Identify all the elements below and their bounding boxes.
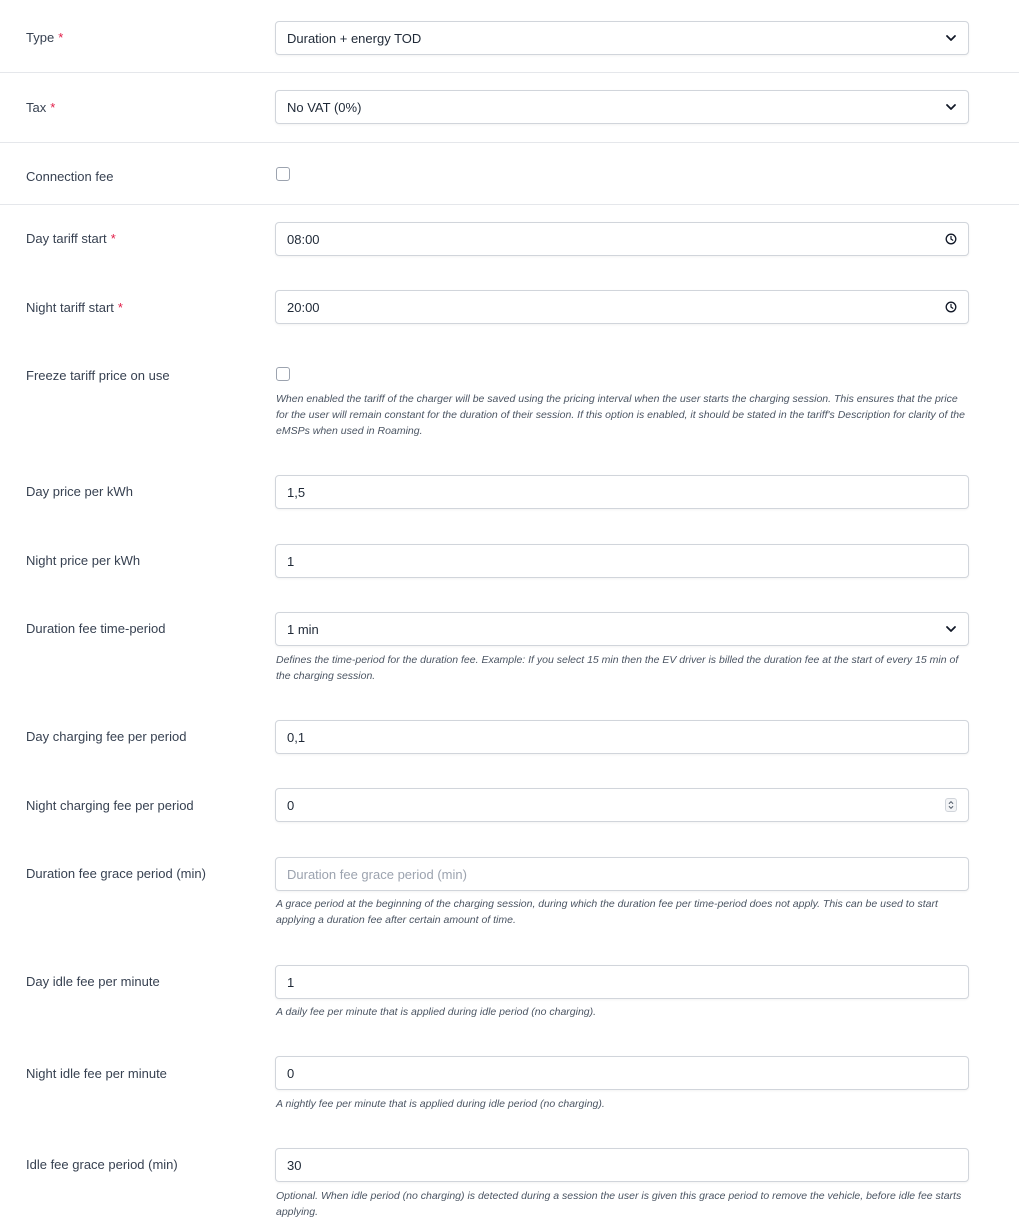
type-select[interactable]: [275, 21, 969, 55]
day-price-kwh-value: 1,5: [287, 484, 306, 500]
connection-fee-label: Connection fee: [26, 169, 114, 184]
day-tariff-start-value: 08:00: [287, 231, 320, 247]
day-idle-fee-label: Day idle fee per minute: [26, 974, 160, 989]
night-price-kwh-value: 1: [287, 553, 295, 569]
day-tariff-start-label: Day tariff start *: [26, 231, 116, 246]
day-charging-fee-value: 0,1: [287, 729, 306, 745]
night-idle-fee-value: 0: [287, 1065, 295, 1081]
night-idle-fee-label: Night idle fee per minute: [26, 1066, 167, 1081]
divider: [0, 142, 1019, 143]
duration-grace-placeholder: Duration fee grace period (min): [287, 866, 467, 882]
freeze-tariff-label: Freeze tariff price on use: [26, 368, 170, 383]
type-select-value: Duration + energy TOD: [287, 30, 422, 46]
day-charging-fee-label: Day charging fee per period: [26, 729, 187, 744]
chevron-down-icon: [945, 32, 957, 44]
day-tariff-start-input[interactable]: [275, 222, 969, 256]
day-idle-fee-input[interactable]: [275, 965, 969, 999]
idle-grace-input[interactable]: [275, 1148, 969, 1182]
divider: [0, 72, 1019, 73]
night-tariff-start-input[interactable]: [275, 290, 969, 324]
idle-grace-value: 30: [287, 1157, 302, 1173]
night-idle-fee-help: A nightly fee per minute that is applied during idle period (no charging).: [276, 1098, 605, 1110]
day-idle-fee-value: 1: [287, 974, 295, 990]
freeze-tariff-help: When enabled the tariff of the charger will be saved using the pricing interval when the user starts the charging session. This ensures that the price for the user will remain constant for the duration of their session. If this option is enabled, it should be stated in the tariff's Description for clarity of the eMSPs when used in Roaming.: [276, 393, 965, 437]
day-idle-fee-help: A daily fee per minute that is applied during idle period (no charging).: [276, 1006, 597, 1018]
chevron-down-icon: [945, 623, 957, 635]
tax-select-value: No VAT (0%): [287, 99, 362, 115]
night-price-kwh-input[interactable]: [275, 544, 969, 578]
night-idle-fee-input[interactable]: [275, 1056, 969, 1090]
clock-icon[interactable]: [945, 301, 957, 313]
duration-fee-period-select[interactable]: [275, 612, 969, 646]
night-tariff-start-value: 20:00: [287, 299, 320, 315]
tax-label: Tax *: [26, 100, 56, 115]
day-price-kwh-label: Day price per kWh: [26, 484, 133, 499]
day-price-kwh-input[interactable]: [275, 475, 969, 509]
tax-select[interactable]: [275, 90, 969, 124]
night-charging-fee-input[interactable]: [275, 788, 969, 822]
duration-grace-help: A grace period at the beginning of the charging session, during which the duration fee per time-period does not apply. This can be used to start applying a duration fee after certain amount of time.: [276, 898, 938, 926]
duration-fee-period-label: Duration fee time-period: [26, 621, 166, 636]
divider: [0, 204, 1019, 205]
spinner-icon[interactable]: [945, 798, 957, 812]
idle-grace-help: Optional. When idle period (no charging) is detected during a session the user is given this grace period to remove the vehicle, before idle fee starts applying.: [276, 1190, 962, 1218]
duration-fee-period-help: Defines the time-period for the duration fee. Example: If you select 15 min then the EV driver is billed the duration fee at the start of every 15 min of the charging session.: [276, 654, 959, 682]
clock-icon[interactable]: [945, 233, 957, 245]
day-charging-fee-input[interactable]: [275, 720, 969, 754]
duration-grace-label: Duration fee grace period (min): [26, 866, 206, 881]
chevron-down-icon: [945, 101, 957, 113]
idle-grace-label: Idle fee grace period (min): [26, 1157, 178, 1172]
night-charging-fee-value: 0: [287, 797, 295, 813]
night-charging-fee-label: Night charging fee per period: [26, 798, 194, 813]
connection-fee-checkbox[interactable]: [276, 167, 290, 181]
freeze-tariff-checkbox[interactable]: [276, 367, 290, 381]
type-label: Type *: [26, 30, 64, 45]
night-tariff-start-label: Night tariff start *: [26, 300, 123, 315]
night-price-kwh-label: Night price per kWh: [26, 553, 141, 568]
duration-grace-input[interactable]: [275, 857, 969, 891]
duration-fee-period-value: 1 min: [287, 621, 319, 637]
